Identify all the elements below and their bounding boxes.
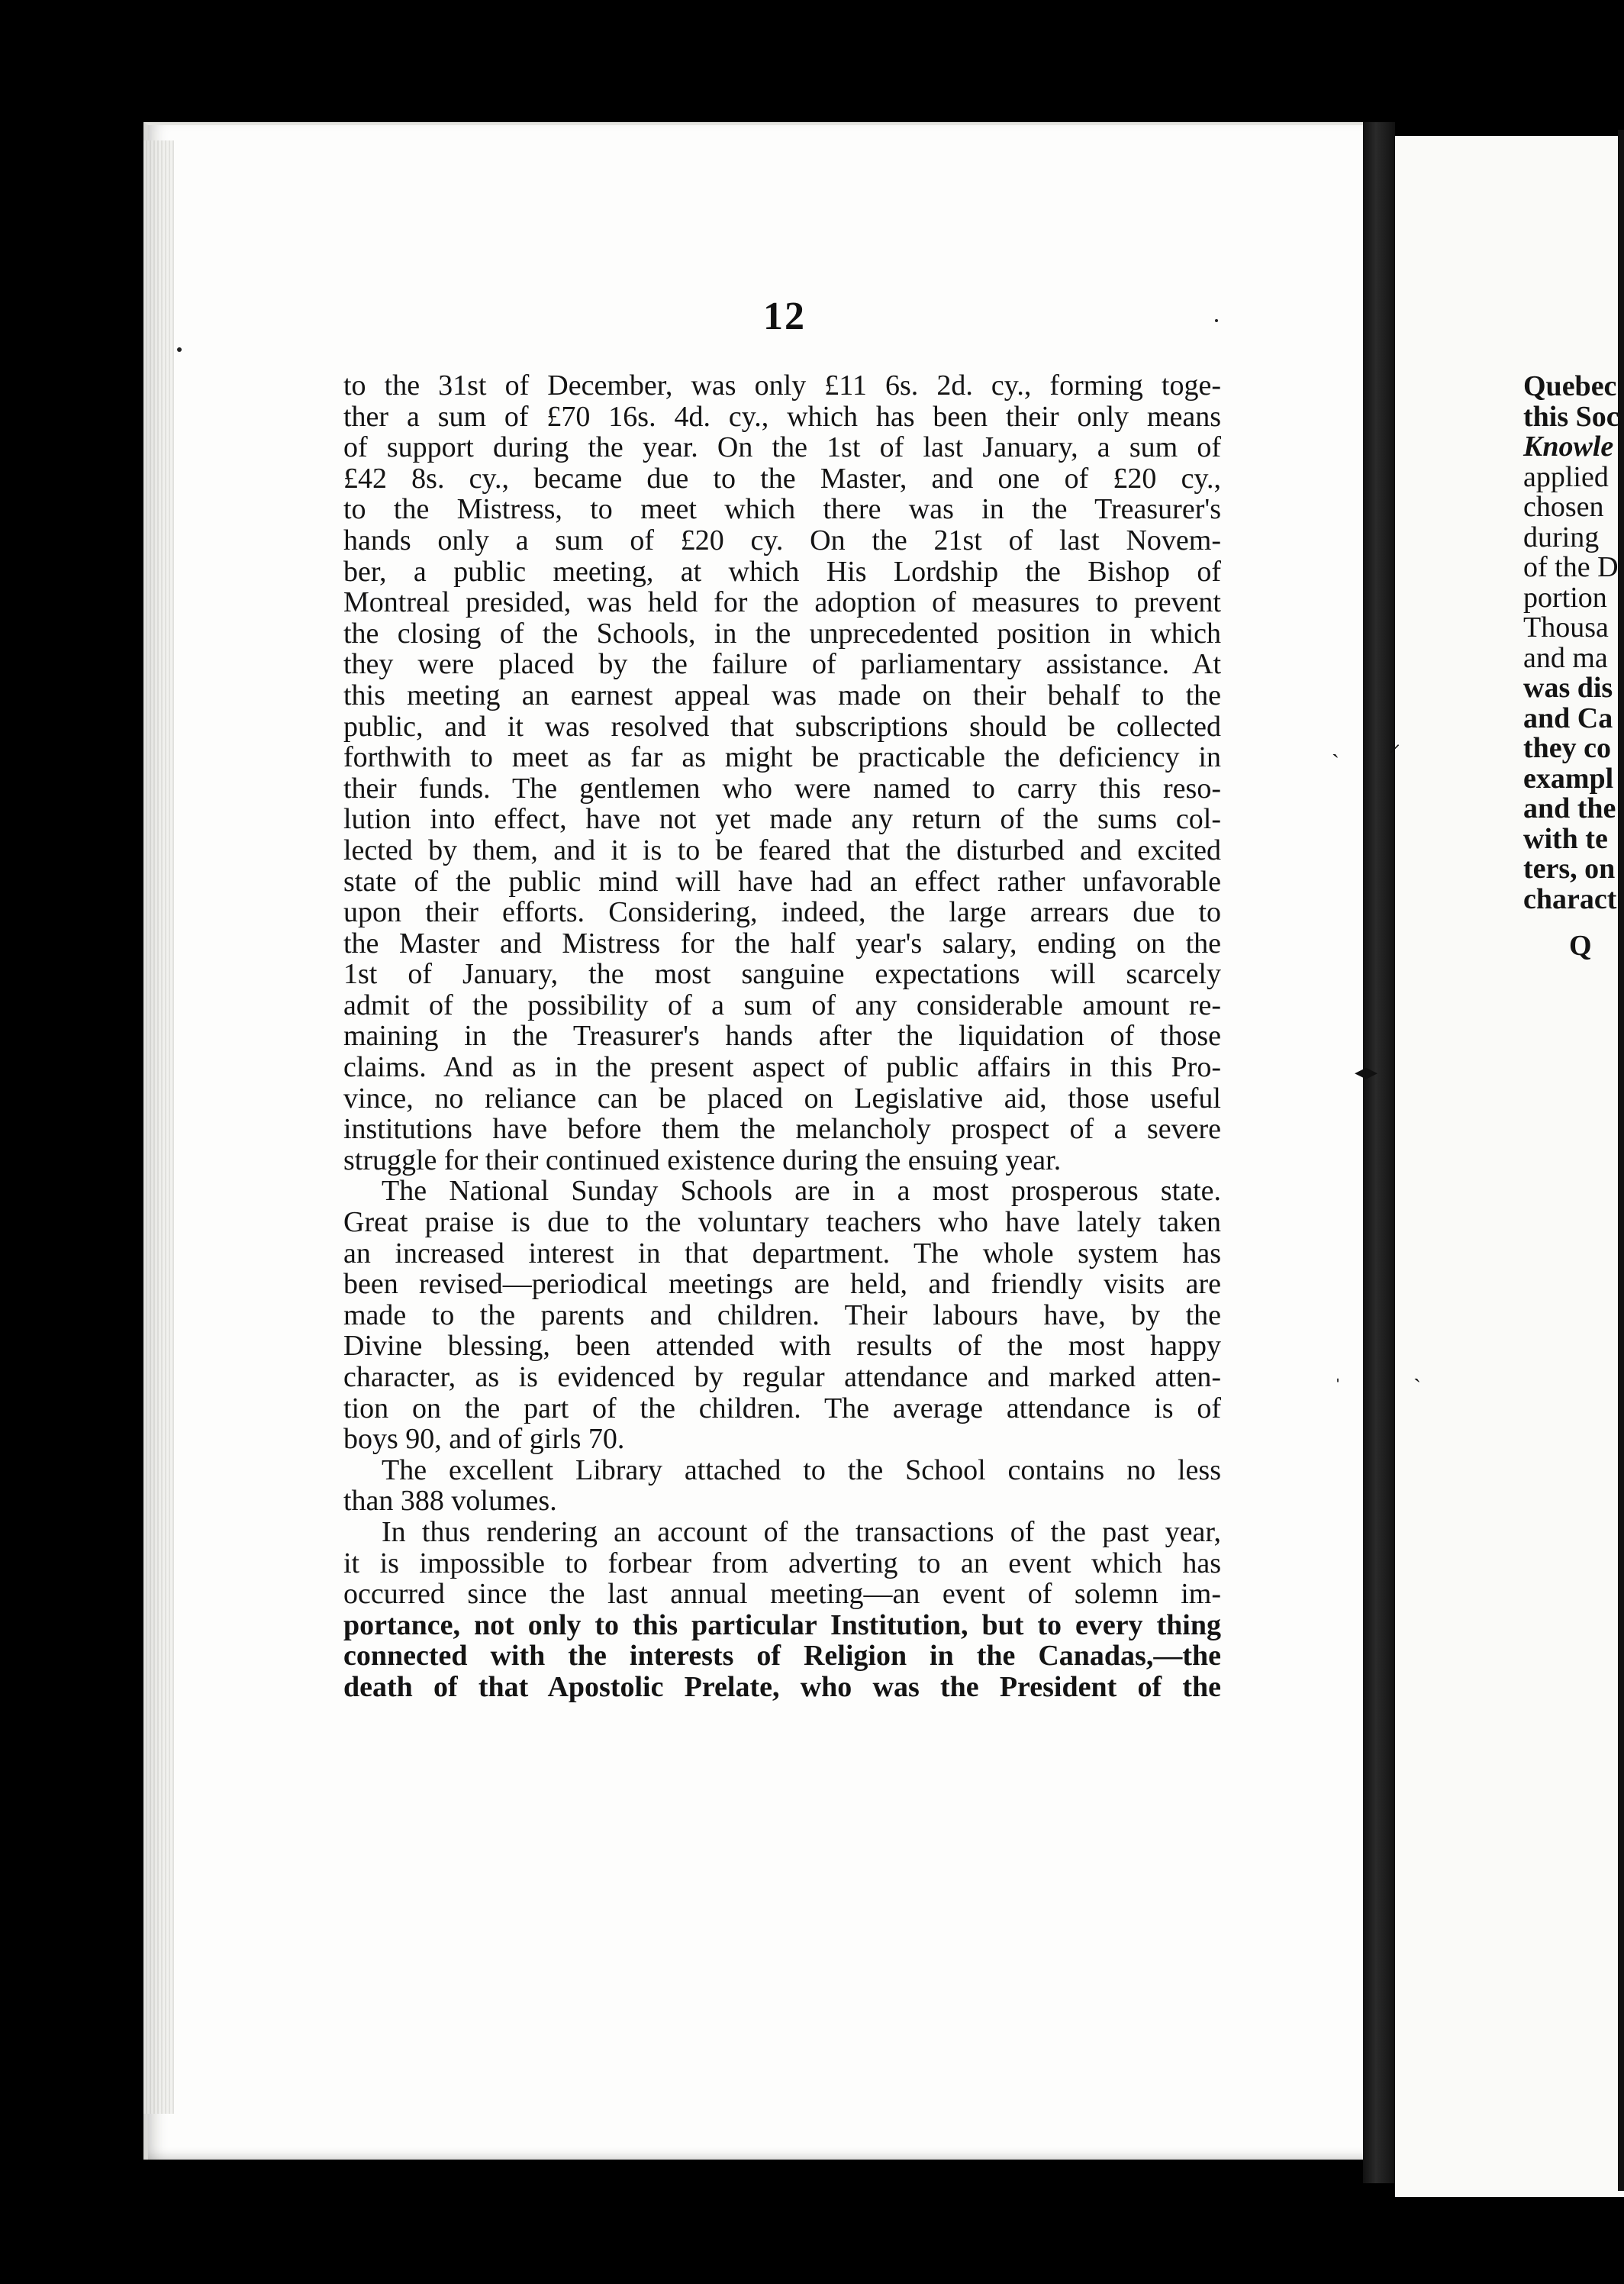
facing-line: chosen bbox=[1523, 491, 1604, 523]
page-number: 12 bbox=[763, 295, 806, 338]
facing-line: Quebec bbox=[1523, 370, 1617, 402]
text-line: the closing of the Schools, in the unprecedented position in which bbox=[343, 617, 1221, 650]
text-line: of support during the year. On the 1st of last January, a sum of bbox=[343, 431, 1221, 464]
page-edge-stack bbox=[143, 140, 174, 2114]
text-line: the Master and Mistress for the half year's salary, ending on the bbox=[343, 927, 1221, 960]
text-line: Great praise is due to the voluntary teachers who have lately taken bbox=[343, 1206, 1221, 1239]
facing-line: charact bbox=[1523, 882, 1617, 915]
paragraph-3 bbox=[343, 1455, 1221, 1517]
text-line: connected with the interests of Religion in the Canadas,—the bbox=[343, 1640, 1221, 1673]
text-line: hands only a sum of £20 cy. On the 21st of last Novem- bbox=[343, 524, 1221, 556]
text-line: upon their efforts. Considering, indeed, the large arrears due to bbox=[343, 896, 1221, 929]
text-line: ber, a public meeting, at which His Lordship the Bishop of bbox=[343, 555, 1221, 588]
text-line: institutions have before them the melancholy prospect of a severe bbox=[343, 1113, 1221, 1146]
facing-heading-fragment: Q bbox=[1569, 930, 1592, 962]
text-line: admit of the possibility of a sum of any considerable amount re- bbox=[343, 989, 1221, 1021]
text-line: The National Sunday Schools are in a most prosperous state. bbox=[382, 1175, 1221, 1208]
facing-line: Knowle bbox=[1523, 431, 1614, 463]
facing-page-text bbox=[1523, 372, 1619, 962]
text-line: forthwith to meet as far as might be practicable the deficiency in bbox=[343, 741, 1221, 774]
text-line: than 388 volumes. bbox=[343, 1485, 557, 1518]
text-line: Divine blessing, been attended with results of the most happy bbox=[343, 1330, 1221, 1363]
facing-line: applied bbox=[1523, 460, 1609, 493]
text-line: claims. And as in the present aspect of public affairs in this Pro- bbox=[343, 1051, 1221, 1084]
facing-line: during bbox=[1523, 521, 1600, 553]
text-line: tion on the part of the children. The average attendance is of bbox=[343, 1392, 1221, 1424]
text-line: lution into effect, have not yet made any return of the sums col- bbox=[343, 803, 1221, 836]
facing-line: ters, on bbox=[1523, 853, 1616, 885]
text-line: they were placed by the failure of parliamentary assistance. At bbox=[343, 648, 1221, 681]
facing-line: and ma bbox=[1523, 641, 1608, 674]
text-line: an increased interest in that department. The whole system has bbox=[343, 1237, 1221, 1269]
speck bbox=[177, 347, 182, 352]
registration-mark-icon: ⸝ bbox=[1389, 731, 1400, 756]
text-line: public, and it was resolved that subscriptions should be collected bbox=[343, 710, 1221, 743]
text-line: In thus rendering an account of the transactions of the past year, bbox=[382, 1515, 1221, 1548]
text-line: to the 31st of December, was only £11 6s. 2d. cy., forming toge- bbox=[343, 369, 1221, 402]
paragraph-2 bbox=[343, 1176, 1221, 1454]
text-line: maining in the Treasurer's hands after the liquidation of those bbox=[343, 1020, 1221, 1053]
text-line: Montreal presided, was held for the adoption of measures to prevent bbox=[343, 586, 1221, 619]
text-line: The excellent Library attached to the School contains no less bbox=[382, 1453, 1221, 1486]
text-line: death of that Apostolic Prelate, who was the President of the bbox=[343, 1670, 1221, 1703]
facing-line: this Soc bbox=[1523, 400, 1619, 433]
text-line: their funds. The gentlemen who were named to carry this reso- bbox=[343, 772, 1221, 805]
page-text bbox=[343, 370, 1221, 1703]
facing-line: portion bbox=[1523, 581, 1607, 614]
text-line: £42 8s. cy., became due to the Master, and one of £20 cy., bbox=[343, 462, 1221, 495]
text-line: struggle for their continued existence during the ensuing year. bbox=[343, 1144, 1062, 1176]
text-line: been revised—periodical meetings are held, and friendly visits are bbox=[343, 1268, 1221, 1301]
facing-line: and the bbox=[1523, 792, 1616, 824]
facing-line: and Ca bbox=[1523, 702, 1613, 734]
registration-mark-icon: ˌ bbox=[1334, 1357, 1342, 1382]
paragraph-4 bbox=[343, 1517, 1221, 1703]
registration-mark-icon: ˏ bbox=[1413, 1357, 1421, 1382]
text-line: this meeting an earnest appeal was made on their behalf to the bbox=[343, 679, 1221, 711]
registration-mark-icon: ˎ bbox=[1332, 733, 1339, 758]
paragraph-1 bbox=[343, 370, 1221, 1176]
text-line: lected by them, and it is to be feared that the disturbed and excited bbox=[343, 834, 1221, 866]
facing-line: Thousa bbox=[1523, 611, 1609, 644]
facing-line: with te bbox=[1523, 822, 1608, 855]
text-line: portance, not only to this particular Institution, but to every thing bbox=[343, 1608, 1221, 1641]
facing-line: was dis bbox=[1523, 672, 1613, 704]
registration-mark-icon: ◂▸ bbox=[1355, 1060, 1378, 1085]
text-line: vince, no reliance can be placed on Legislative aid, those useful bbox=[343, 1082, 1221, 1115]
text-line: state of the public mind will have had an effect rather unfavorable bbox=[343, 865, 1221, 898]
text-line: occurred since the last annual meeting—an event of solemn im- bbox=[343, 1578, 1221, 1611]
text-line: it is impossible to forbear from adverting to an event which has bbox=[343, 1547, 1221, 1579]
text-line: boys 90, and of girls 70. bbox=[343, 1423, 625, 1456]
speck bbox=[1215, 319, 1218, 322]
text-line: character, as is evidenced by regular attendance and marked atten- bbox=[343, 1361, 1221, 1393]
book-gutter bbox=[1363, 122, 1395, 2183]
facing-line: they co bbox=[1523, 732, 1612, 764]
text-line: ther a sum of £70 16s. 4d. cy., which has been their only means bbox=[343, 400, 1221, 433]
text-line: 1st of January, the most sanguine expectations will scarcely bbox=[343, 958, 1221, 991]
text-line: to the Mistress, to meet which there was in the Treasurer's bbox=[343, 493, 1221, 526]
facing-line: of the D bbox=[1523, 551, 1619, 583]
text-line: made to the parents and children. Their labours have, by the bbox=[343, 1298, 1221, 1331]
facing-line: exampl bbox=[1523, 762, 1614, 795]
